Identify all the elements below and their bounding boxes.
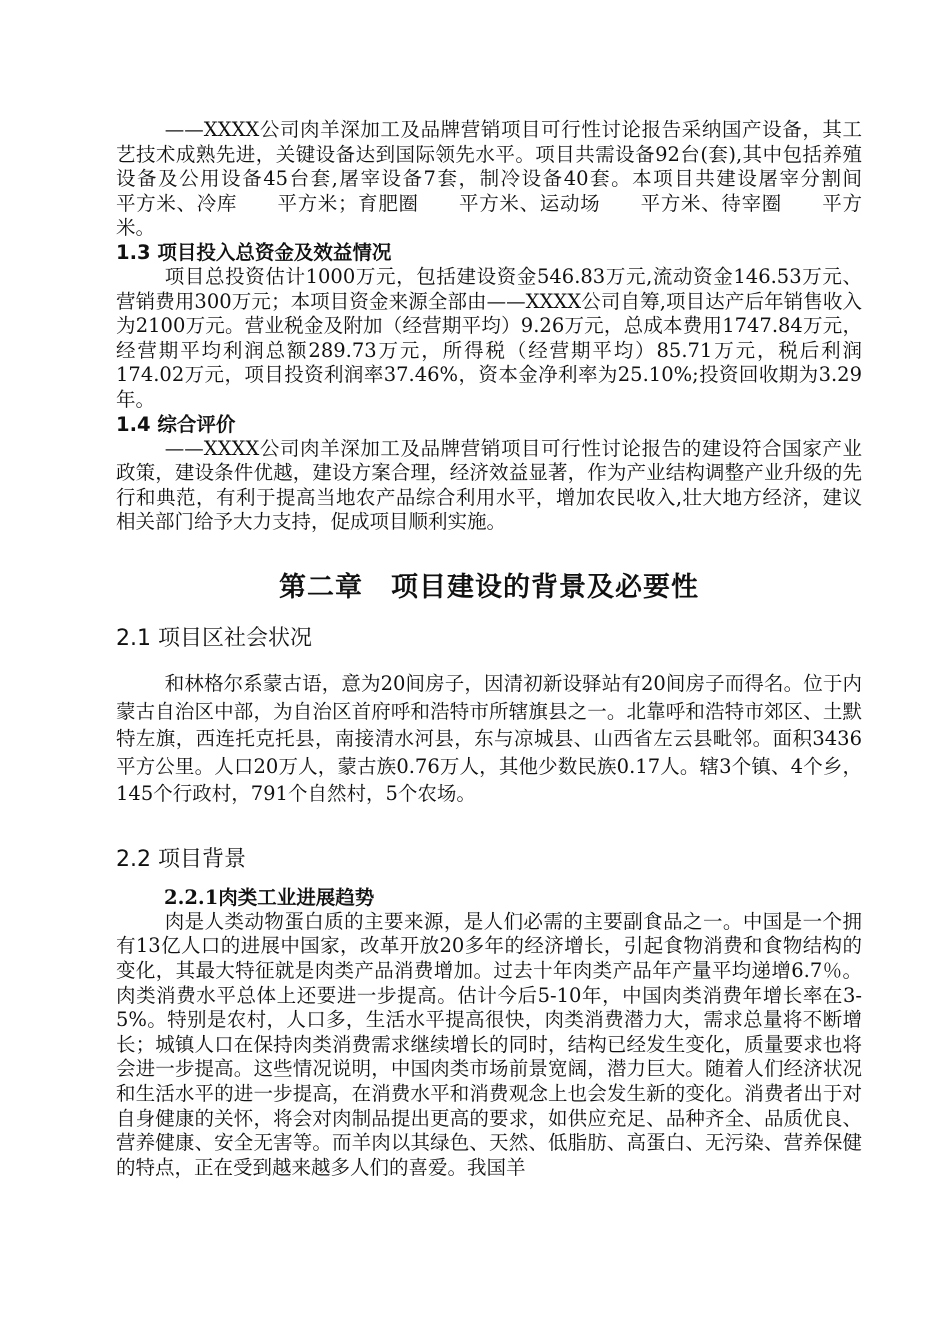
section-heading-2-1: 2.1 项目区社会状况 xyxy=(116,625,312,651)
paragraph-meat-industry: 肉是人类动物蛋白质的主要来源，是人们必需的主要副食品之一。中国是一个拥有13亿人口的进展中国家，改革开放20多年的经济增长，引起食物消费和食物结构的变化，其最大特征就是肉类产品消费增加。过去十年肉类产品年产量平均递增6.7％。肉类消费水平总体上还要进一步提高。估计今后5-10年，中国肉类消费年增长率在3-5%。特别是农村，人口多，生活水平提高很快，肉类消费潜力大，需求总量将不断增长；城镇人口在保持肉类消费需求继续增长的同时，结构已经发生变化，质量要求也将会进一步提高。这些情况说明，中国肉类市场前景宽阔，潜力巨大。随着人们经济状况和生活水平的进一步提高，在消费水平和消费观念上也会发生新的变化。消费者出于对自身健康的关怀，将会对肉制品提出更高的要求，如供应充足、品种齐全、品质优良、营养健康、安全无害等。而羊肉以其绿色、天然、低脂肪、高蛋白、无污染、营养保健的特点，正在受到越来越多人们的喜爱。我国羊 xyxy=(116,909,862,1179)
section-heading-1-3: 1.3 项目投入总资金及效益情况 xyxy=(116,240,392,264)
paragraph-investment: 项目总投资估计1000万元，包括建设资金546.83万元,流动资金146.53万元、营销费用300万元；本项目资金来源全部由——XXXX公司自筹,项目达产后年销售收入为2100万元。营业税金及附加（经营期平均）9.26万元，总成本费用1747.84万元，经营期平均利润总额289.73万元，所得税（经营期平均）85.71万元，税后利润174.02万元，项目投资利润率37.46%，资本金净利率为25.10%;投资回收期为3.29年。 xyxy=(116,264,862,411)
chapter-title: 第二章 项目建设的背景及必要性 xyxy=(279,571,699,603)
section-heading-2-2: 2.2 项目背景 xyxy=(116,846,246,872)
paragraph-social-status: 和林格尔系蒙古语，意为20间房子，因清初新设驿站有20间房子而得名。位于内蒙古自治区中部，为自治区首府呼和浩特市所辖旗县之一。北靠呼和浩特市郊区、土默特左旗，西连托克托县，南接清水河县，东与凉城县、山西省左云县毗邻。面积3436平方公里。人口20万人，蒙古族0.76万人，其他少数民族0.17人。辖3个镇、4个乡，145个行政村，791个自然村，5个农场。 xyxy=(116,671,862,806)
subsection-heading-2-2-1: 2.2.1肉类工业进展趋势 xyxy=(164,885,375,909)
section-heading-1-4: 1.4 综合评价 xyxy=(116,412,236,436)
paragraph-equipment: ——XXXX公司肉羊深加工及品牌营销项目可行性讨论报告采纳国产设备，其工艺技术成熟先进，关键设备达到国际领先水平。项目共需设备92台(套),其中包括养殖设备及公用设备45台套,屠宰设备7套，制冷设备40套。本项目共建设屠宰分割间 平方米、冷库 平方米；育肥圈 平方米、运动场 平方米、待宰圈 平方米。 xyxy=(116,118,902,240)
paragraph-evaluation: ——XXXX公司肉羊深加工及品牌营销项目可行性讨论报告的建设符合国家产业政策，建设条件优越，建设方案合理，经济效益显著，作为产业结构调整产业升级的先行和典范，有利于提高当地农产品综合利用水平，增加农民收入,壮大地方经济，建议相关部门给予大力支持，促成项目顺利实施。 xyxy=(116,436,862,534)
